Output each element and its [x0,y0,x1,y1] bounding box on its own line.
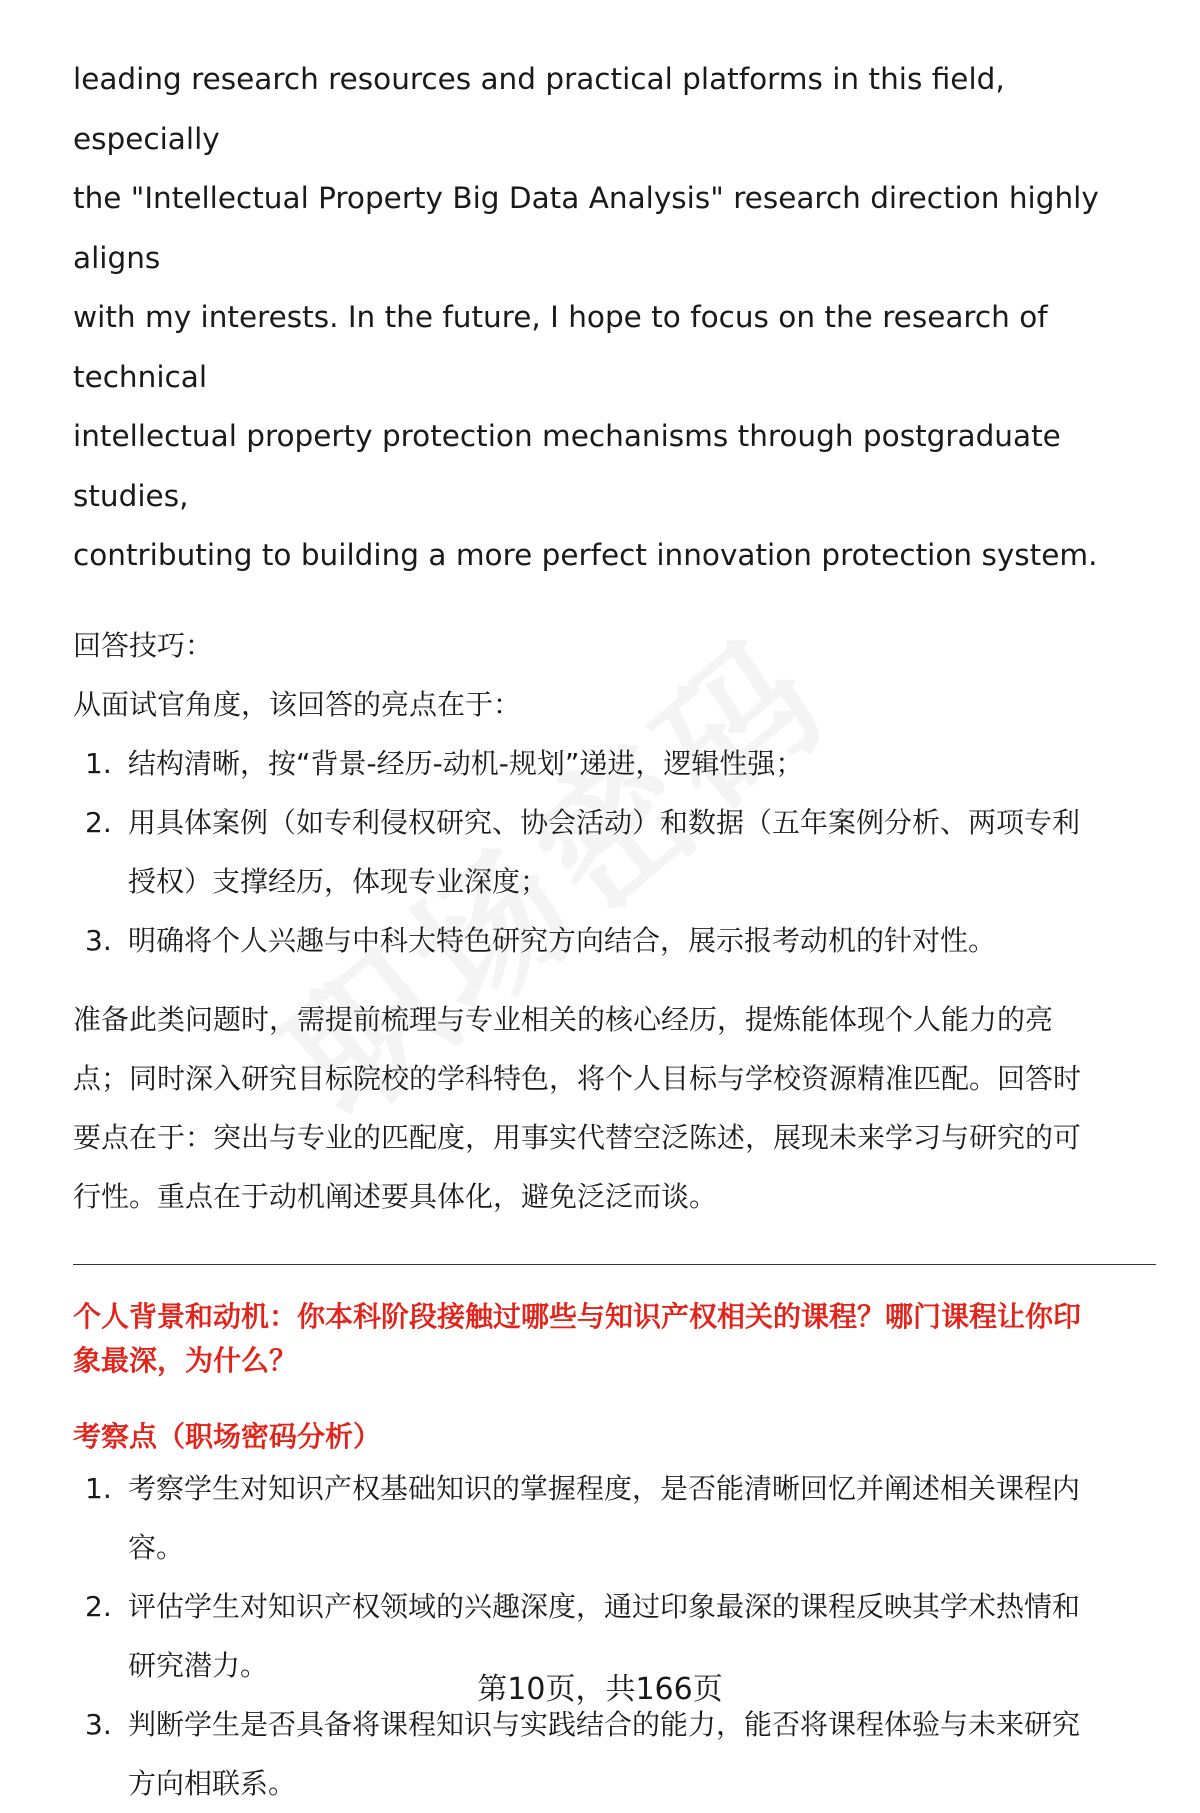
page-number: 第10页，共166页 [477,1672,723,1707]
list-item [73,911,1153,970]
paragraph-line: leading research resources and practical platforms in this field, especially [73,62,1005,156]
summary-line: 要点在于：突出与专业的匹配度，用事实代替空泛陈述，展现未来学习与研究的可 [73,1120,1082,1154]
paragraph-line: the "Intellectual Property Big Data Analysis" research direction highly aligns [73,181,1099,275]
tips-summary [73,990,1153,1226]
section-divider [73,1264,1156,1265]
list-item-text: 评估学生对知识产权领域的兴趣深度，通过印象最深的课程反映其学术热情和 [128,1589,1081,1623]
list-item [73,793,1153,911]
list-number: 3. [85,1707,112,1741]
paragraph-line: with my interests. In the future, I hope to focus on the research of technical [73,300,1048,394]
summary-line: 准备此类问题时，需提前梳理与专业相关的核心经历，提炼能体现个人能力的亮 [73,1002,1054,1036]
exam-points-list [73,1459,1153,1813]
english-paragraph [73,50,1153,586]
list-item-text: 研究潜力。 [128,1648,269,1682]
list-number: 1. [85,746,112,780]
list-item-text: 方向相联系。 [128,1766,297,1800]
list-number: 1. [85,1471,112,1505]
question-heading [73,1295,1153,1383]
list-item-text: 授权）支撑经历，体现专业深度； [128,864,549,898]
question-line: 象最深，为什么？ [73,1343,298,1377]
summary-line: 点；同时深入研究目标院校的学科特色，将个人目标与学校资源精准匹配。回答时 [73,1061,1082,1095]
list-item [73,1459,1153,1577]
paragraph-line: contributing to building a more perfect innovation protection system. [73,538,1098,572]
tips-label: 回答技巧： [73,628,214,662]
question-line: 个人背景和动机：你本科阶段接触过哪些与知识产权相关的课程？哪门课程让你印 [73,1299,1082,1333]
list-item-text: 容。 [128,1530,185,1564]
list-item [73,734,1153,793]
tips-list [73,734,1153,970]
page-content [73,50,1153,1813]
list-item-text: 结构清晰，按“背景-经历-动机-规划”递进，逻辑性强； [128,746,804,780]
list-item-text: 判断学生是否具备将课程知识与实践结合的能力，能否将课程体验与未来研究 [128,1707,1081,1741]
list-item-text: 考察学生对知识产权基础知识的掌握程度，是否能清晰回忆并阐述相关课程内 [128,1471,1081,1505]
list-number: 3. [85,923,112,957]
summary-line: 行性。重点在于动机阐述要具体化，避免泛泛而谈。 [73,1179,718,1213]
list-number: 2. [85,805,112,839]
exam-points-title: 考察点（职场密码分析） [73,1419,382,1453]
paragraph-line: intellectual property protection mechanisms through postgraduate studies, [73,419,1061,513]
list-number: 2. [85,1589,112,1623]
list-item-text: 用具体案例（如专利侵权研究、协会活动）和数据（五年案例分析、两项专利 [128,805,1081,839]
list-item-text: 明确将个人兴趣与中科大特色研究方向结合，展示报考动机的针对性。 [128,923,997,957]
tips-intro: 从面试官角度，该回答的亮点在于： [73,687,522,721]
list-item [73,1695,1153,1813]
